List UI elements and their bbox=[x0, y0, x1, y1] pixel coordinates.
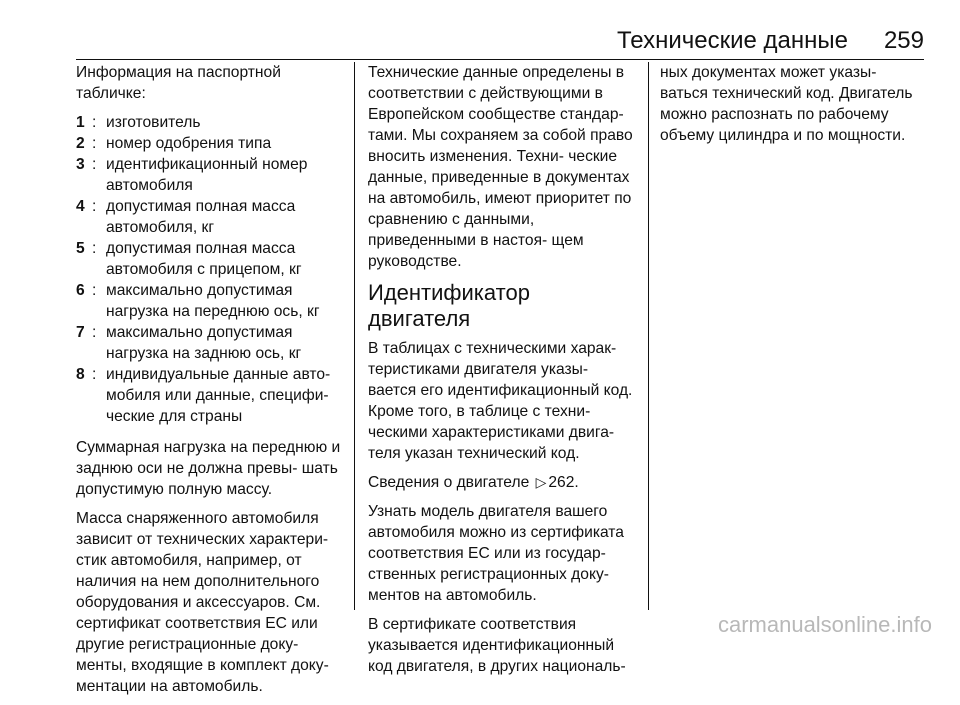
legend-item bbox=[76, 112, 346, 133]
legend-item bbox=[76, 196, 346, 238]
column-1 bbox=[76, 62, 346, 705]
legend-number: 6 bbox=[76, 282, 85, 299]
page-reference-link[interactable]: 262. bbox=[548, 474, 579, 491]
legend-text: допустимая полная масса автомобиля, кг bbox=[106, 198, 296, 236]
legend-number: 8 bbox=[76, 366, 85, 383]
legend-item bbox=[76, 280, 346, 322]
column-3 bbox=[660, 62, 925, 154]
legend-text: максимально допустимая нагрузка на заднюю ось, кг bbox=[106, 324, 302, 362]
tech-data-paragraph: Технические данные определены в соответствии с действующими в Европейском сообществе стандар- тами. Мы сохраняем за собой право вносить изменения. Техни- ческие данные, приведенные в документах на автомобиль, имеют приоритет по сравнению с данными, приведенными в настоя- щем руководстве. bbox=[368, 64, 633, 270]
axle-load-paragraph: Суммарная нагрузка на переднюю и заднюю оси не должна превы- шать допустимую полную массу. bbox=[76, 439, 341, 498]
legend-text: допустимая полная масса автомобиля с прицепом, кг bbox=[106, 240, 302, 278]
legend-colon: : bbox=[92, 156, 97, 173]
legend-text: идентификационный номер автомобиля bbox=[106, 156, 308, 194]
legend-text: индивидуальные данные авто- мобиля или данные, специфи- ческие для страны bbox=[106, 366, 331, 425]
section-heading: Идентификатор двигателя bbox=[368, 280, 530, 331]
column-2 bbox=[368, 62, 636, 685]
legend-number: 2 bbox=[76, 135, 85, 152]
legend-item bbox=[76, 322, 346, 364]
legend-item bbox=[76, 154, 346, 196]
legend-item bbox=[76, 238, 346, 280]
legend-colon: : bbox=[92, 135, 97, 152]
link-arrow-icon[interactable]: ▷ bbox=[535, 474, 547, 490]
plate-intro: Информация на паспортной табличке: bbox=[76, 64, 281, 102]
engine-model-paragraph: Узнать модель двигателя вашего автомобиля можно из сертификата соответствия ЕС или из государ- ственных регистрационных доку- ментов на автомобиль. bbox=[368, 503, 624, 604]
legend-number: 5 bbox=[76, 240, 85, 257]
certificate-paragraph: В сертификате соответствия указывается идентификационный код двигателя, в других националь- bbox=[368, 616, 626, 675]
column-divider-2 bbox=[648, 62, 649, 610]
engine-id-paragraph: В таблицах с техническими харак- теристиками двигателя указы- вается его идентификационный код. Кроме того, в таблице с техни- ческими характеристиками двига- теля указан технический код. bbox=[368, 340, 633, 462]
legend-number: 7 bbox=[76, 324, 85, 341]
legend-text: максимально допустимая нагрузка на переднюю ось, кг bbox=[106, 282, 320, 320]
legend-number: 1 bbox=[76, 114, 85, 131]
header-rule bbox=[76, 59, 924, 60]
legend-colon: : bbox=[92, 282, 97, 299]
engine-info-reference bbox=[368, 472, 636, 493]
watermark: carmanualsonline.info bbox=[717, 612, 932, 637]
curb-weight-paragraph: Масса снаряженного автомобиля зависит от технических характери- стик автомобиля, например, от наличия на нем дополнительного оборудования и аксессуаров. См. сертификат соответствия ЕС или другие регистрационные доку- менты, входящие в комплект доку- ментации на автомобиль. bbox=[76, 510, 329, 695]
header-title: Технические данные bbox=[616, 27, 848, 54]
legend-colon: : bbox=[92, 240, 97, 257]
page-header bbox=[0, 26, 960, 56]
plate-legend bbox=[76, 112, 346, 427]
legend-colon: : bbox=[92, 114, 97, 131]
legend-colon: : bbox=[92, 366, 97, 383]
legend-colon: : bbox=[92, 198, 97, 215]
legend-item bbox=[76, 133, 346, 154]
legend-number: 3 bbox=[76, 156, 85, 173]
legend-number: 4 bbox=[76, 198, 85, 215]
legend-text: изготовитель bbox=[106, 114, 201, 131]
engine-info-text: Сведения о двигателе bbox=[368, 474, 530, 491]
legend-colon: : bbox=[92, 324, 97, 341]
legend-text: номер одобрения типа bbox=[106, 135, 272, 152]
column-divider-1 bbox=[354, 62, 355, 610]
legend-item bbox=[76, 364, 346, 427]
page-number: 259 bbox=[883, 27, 924, 54]
continued-paragraph: ных документах может указы- ваться технический код. Двигатель можно распознать по рабочему объему цилиндра и по мощности. bbox=[660, 64, 913, 144]
